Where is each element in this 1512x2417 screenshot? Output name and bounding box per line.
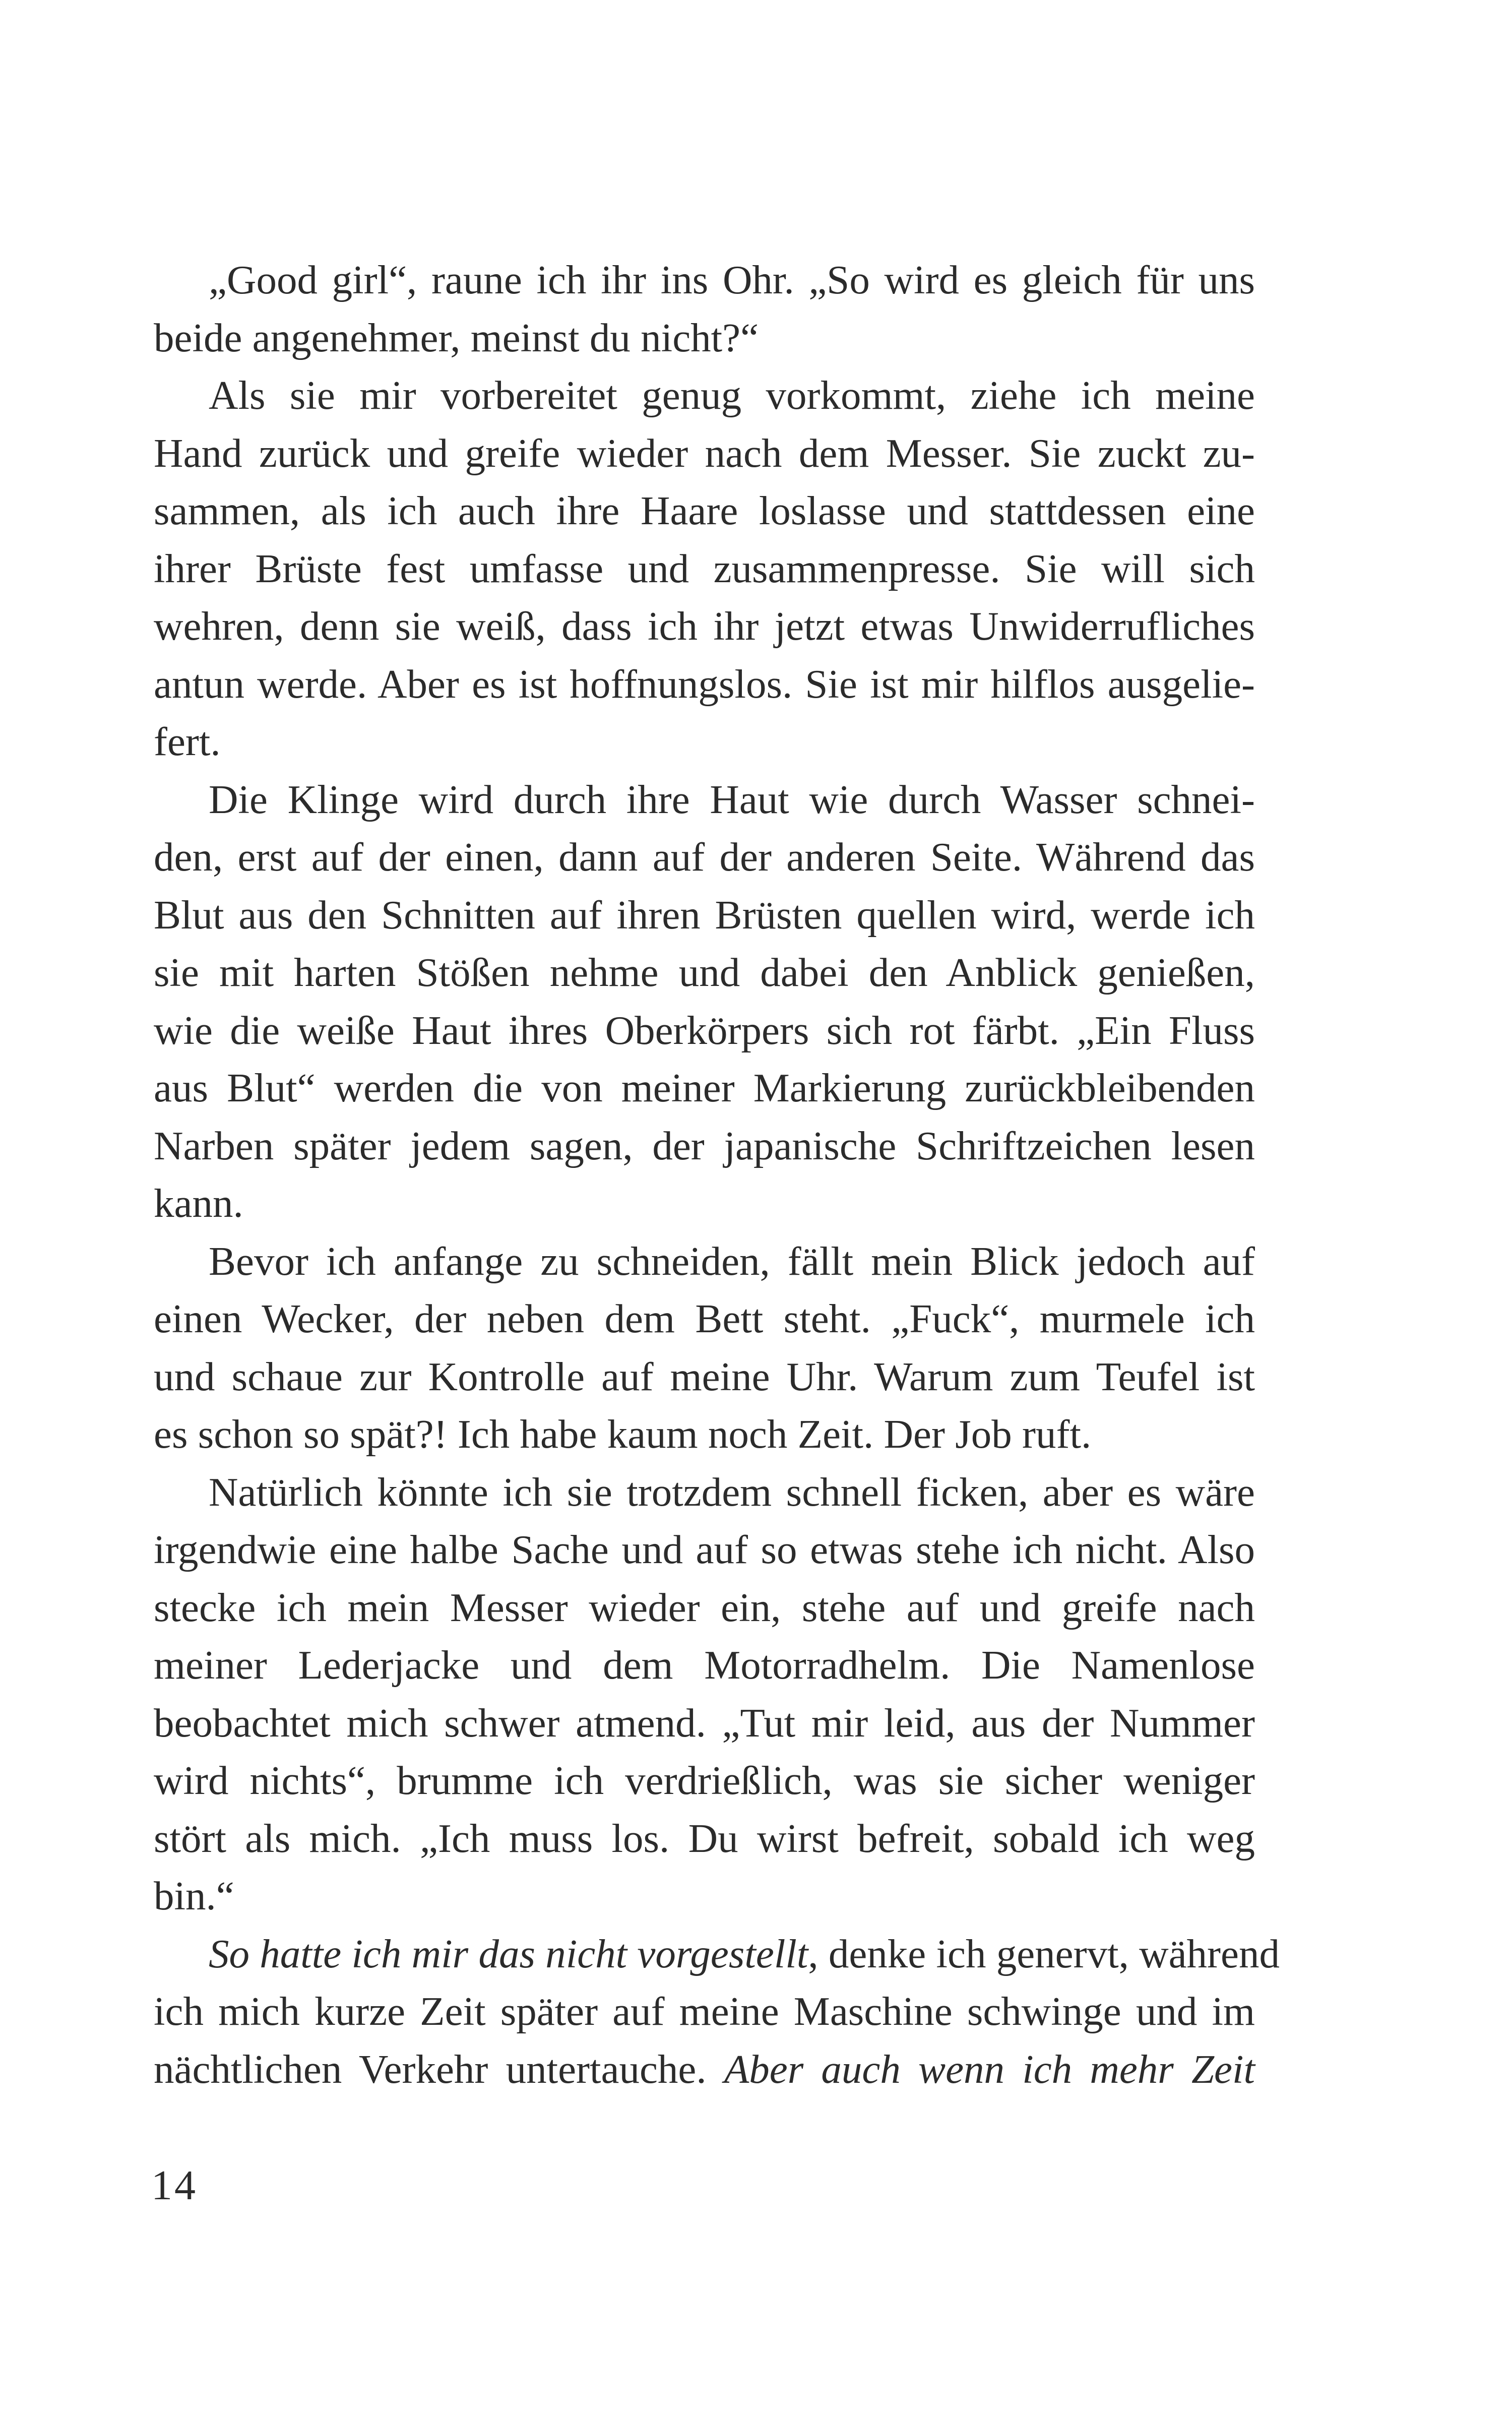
text-line <box>154 1117 1255 1175</box>
text-segment: fert. <box>154 719 221 764</box>
text-line <box>154 482 1255 540</box>
text-line <box>154 251 1255 309</box>
text-line <box>154 1752 1255 1810</box>
text-line <box>154 424 1255 482</box>
text-segment: Als sie mir vorbereitet genug vorkommt, ziehe ich meine <box>209 373 1255 418</box>
text-segment: einen Wecker, der neben dem Bett steht. „Fuck“, murmele ich <box>154 1296 1255 1341</box>
text-line <box>154 1405 1255 1463</box>
text-line <box>154 713 1255 771</box>
text-segment: Blut aus den Schnitten auf ihren Brüsten quellen wird, werde ich <box>154 892 1255 938</box>
text-segment: aus Blut“ werden die von meiner Markierung zurückbleibenden <box>154 1065 1255 1110</box>
text-line <box>154 1521 1255 1579</box>
text-line <box>154 1290 1255 1348</box>
text-line <box>154 1867 1255 1925</box>
text-line <box>154 540 1255 598</box>
text-line <box>154 886 1255 944</box>
text-line <box>154 2040 1255 2098</box>
text-line <box>154 309 1255 367</box>
text-segment: beide angenehmer, meinst du nicht?“ <box>154 315 759 360</box>
text-segment: bin.“ <box>154 1873 234 1918</box>
text-segment: sie mit harten Stößen nehme und dabei den Anblick genießen, <box>154 950 1255 995</box>
text-segment: nächtlichen Verkehr untertauche. <box>154 2046 724 2092</box>
text-line <box>154 1579 1255 1637</box>
text-line <box>154 1636 1255 1694</box>
text-line <box>154 1810 1255 1868</box>
page-number: 14 <box>151 2162 198 2209</box>
text-line <box>154 1059 1255 1117</box>
text-segment: ich mich kurze Zeit später auf meine Maschine schwinge und im <box>154 1989 1255 2034</box>
text-line <box>154 1232 1255 1290</box>
text-line <box>154 771 1255 829</box>
text-segment: Narben später jedem sagen, der japanische Schriftzeichen lesen <box>154 1123 1255 1168</box>
text-line <box>154 1925 1280 1983</box>
text-segment: den, erst auf der einen, dann auf der anderen Seite. Während das <box>154 834 1255 880</box>
text-line <box>154 597 1255 655</box>
body-text <box>154 251 1280 2098</box>
text-segment: Natürlich könnte ich sie trotzdem schnell ficken, aber es wäre <box>209 1469 1255 1515</box>
text-segment: und schaue zur Kontrolle auf meine Uhr. Warum zum Teufel ist <box>154 1353 1255 1399</box>
text-segment: kann. <box>154 1181 243 1226</box>
text-segment: wird nichts“, brumme ich verdrießlich, was sie sicher weniger <box>154 1758 1255 1803</box>
text-line <box>154 828 1255 886</box>
text-segment: stört als mich. „Ich muss los. Du wirst befreit, sobald ich weg <box>154 1815 1255 1861</box>
text-segment: Bevor ich anfange zu schneiden, fällt mein Blick jedoch auf <box>209 1238 1255 1284</box>
text-line <box>154 655 1255 713</box>
text-segment: es schon so spät?! Ich habe kaum noch Zeit. Der Job ruft. <box>154 1411 1092 1457</box>
text-line <box>154 1694 1255 1752</box>
text-line <box>154 1348 1255 1406</box>
text-segment: irgendwie eine halbe Sache und auf so etwas stehe ich nicht. Also <box>154 1527 1255 1572</box>
text-line <box>154 1463 1255 1521</box>
text-line <box>154 1174 1255 1232</box>
text-segment: antun werde. Aber es ist hoffnungslos. Sie ist mir hilflos ausgelie- <box>154 661 1255 707</box>
text-segment: „Good girl“, raune ich ihr ins Ohr. „So wird es gleich für uns <box>209 257 1255 302</box>
text-segment: beobachtet mich schwer atmend. „Tut mir leid, aus der Nummer <box>154 1700 1255 1746</box>
text-segment: ihrer Brüste fest umfasse und zusammenpresse. Sie will sich <box>154 545 1255 591</box>
text-line <box>154 1002 1255 1060</box>
text-segment: Die Klinge wird durch ihre Haut wie durch Wasser schnei- <box>209 776 1255 822</box>
text-line <box>154 944 1255 1002</box>
text-segment: meiner Lederjacke und dem Motorradhelm. Die Namenlose <box>154 1642 1255 1688</box>
text-segment: , denke ich genervt, während <box>808 1931 1280 1976</box>
text-line <box>154 1982 1255 2040</box>
text-segment: sammen, als ich auch ihre Haare loslasse und stattdessen eine <box>154 488 1255 533</box>
italic-text-segment: Aber auch wenn ich mehr Zeit <box>724 2046 1255 2092</box>
text-segment: stecke ich mein Messer wieder ein, stehe auf und greife nach <box>154 1584 1255 1630</box>
text-segment: wie die weiße Haut ihres Oberkörpers sich rot färbt. „Ein Fluss <box>154 1007 1255 1053</box>
text-line <box>154 366 1255 424</box>
italic-text-segment: So hatte ich mir das nicht vorgestellt <box>209 1931 808 1976</box>
text-segment: Hand zurück und greife wieder nach dem Messer. Sie zuckt zu- <box>154 430 1255 476</box>
text-segment: wehren, denn sie weiß, dass ich ihr jetzt etwas Unwiderrufliches <box>154 603 1255 649</box>
